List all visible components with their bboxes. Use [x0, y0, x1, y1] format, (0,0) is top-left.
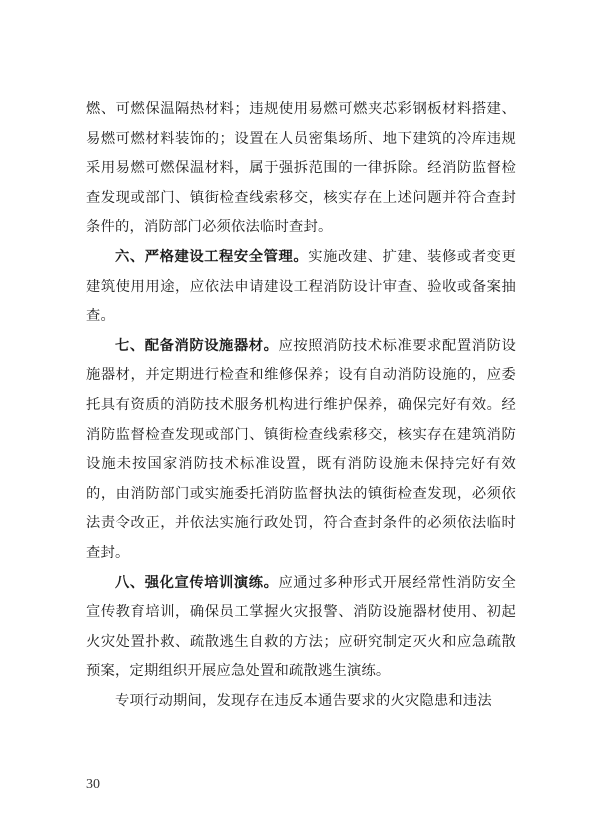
section-heading: 七、配备消防设施器材。 [115, 337, 279, 354]
paragraph-section-8 [86, 569, 516, 687]
section-heading: 六、严格建设工程安全管理。 [115, 248, 309, 265]
paragraph-continuation [86, 95, 516, 243]
paragraph-section-6 [86, 243, 516, 332]
paragraph-section-7 [86, 332, 516, 569]
paragraph-closing [86, 687, 516, 717]
page-number: 30 [86, 777, 100, 792]
paragraph-text: 专项行动期间，发现存在违反本通告要求的火灾隐患和违法 [115, 692, 492, 709]
paragraph-text: 燃、可燃保温隔热材料；违规使用易燃可燃夹芯彩钢板材料搭建、易燃可燃材料装饰的；设置在人员密集场所、地下建筑的冷库违规采用易燃可燃保温材料，属于强拆范围的一律拆除。经消防监督检查发现或部门、镇街检查线索移交，核实存在上述问题并符合查封条件的，消防部门必须依法临时查封。 [86, 101, 516, 236]
paragraph-text: 应按照消防技术标准要求配置消防设施器材，并定期进行检查和维修保养；设有自动消防设施的，应委托具有资质的消防技术服务机构进行维护保养，确保完好有效。经消防监督检查发现或部门、镇街检查线索移交，核实存在建筑消防设施未按国家消防技术标准设置，既有消防设施未保持完好有效的，由消防部门或实施委托消防监督执法的镇街检查发现，必须依法责令改正，并依法实施行政处罚，符合查封条件的必须依法临时查封。 [86, 337, 517, 561]
document-body [86, 95, 516, 716]
paragraph-text: 实施改建、扩建、装修或者变更建筑使用用途，应依法申请建设工程消防设计审查、验收或备案抽查。 [86, 248, 516, 325]
paragraph-text: 应通过多种形式开展经常性消防安全宣传教育培训，确保员工掌握火灾报警、消防设施器材使用、初起火灾处置扑救、疏散逃生自救的方法；应研究制定灭火和应急疏散预案，定期组织开展应急处置和疏散逃生演练。 [86, 574, 517, 680]
section-heading: 八、强化宣传培训演练。 [115, 574, 279, 591]
